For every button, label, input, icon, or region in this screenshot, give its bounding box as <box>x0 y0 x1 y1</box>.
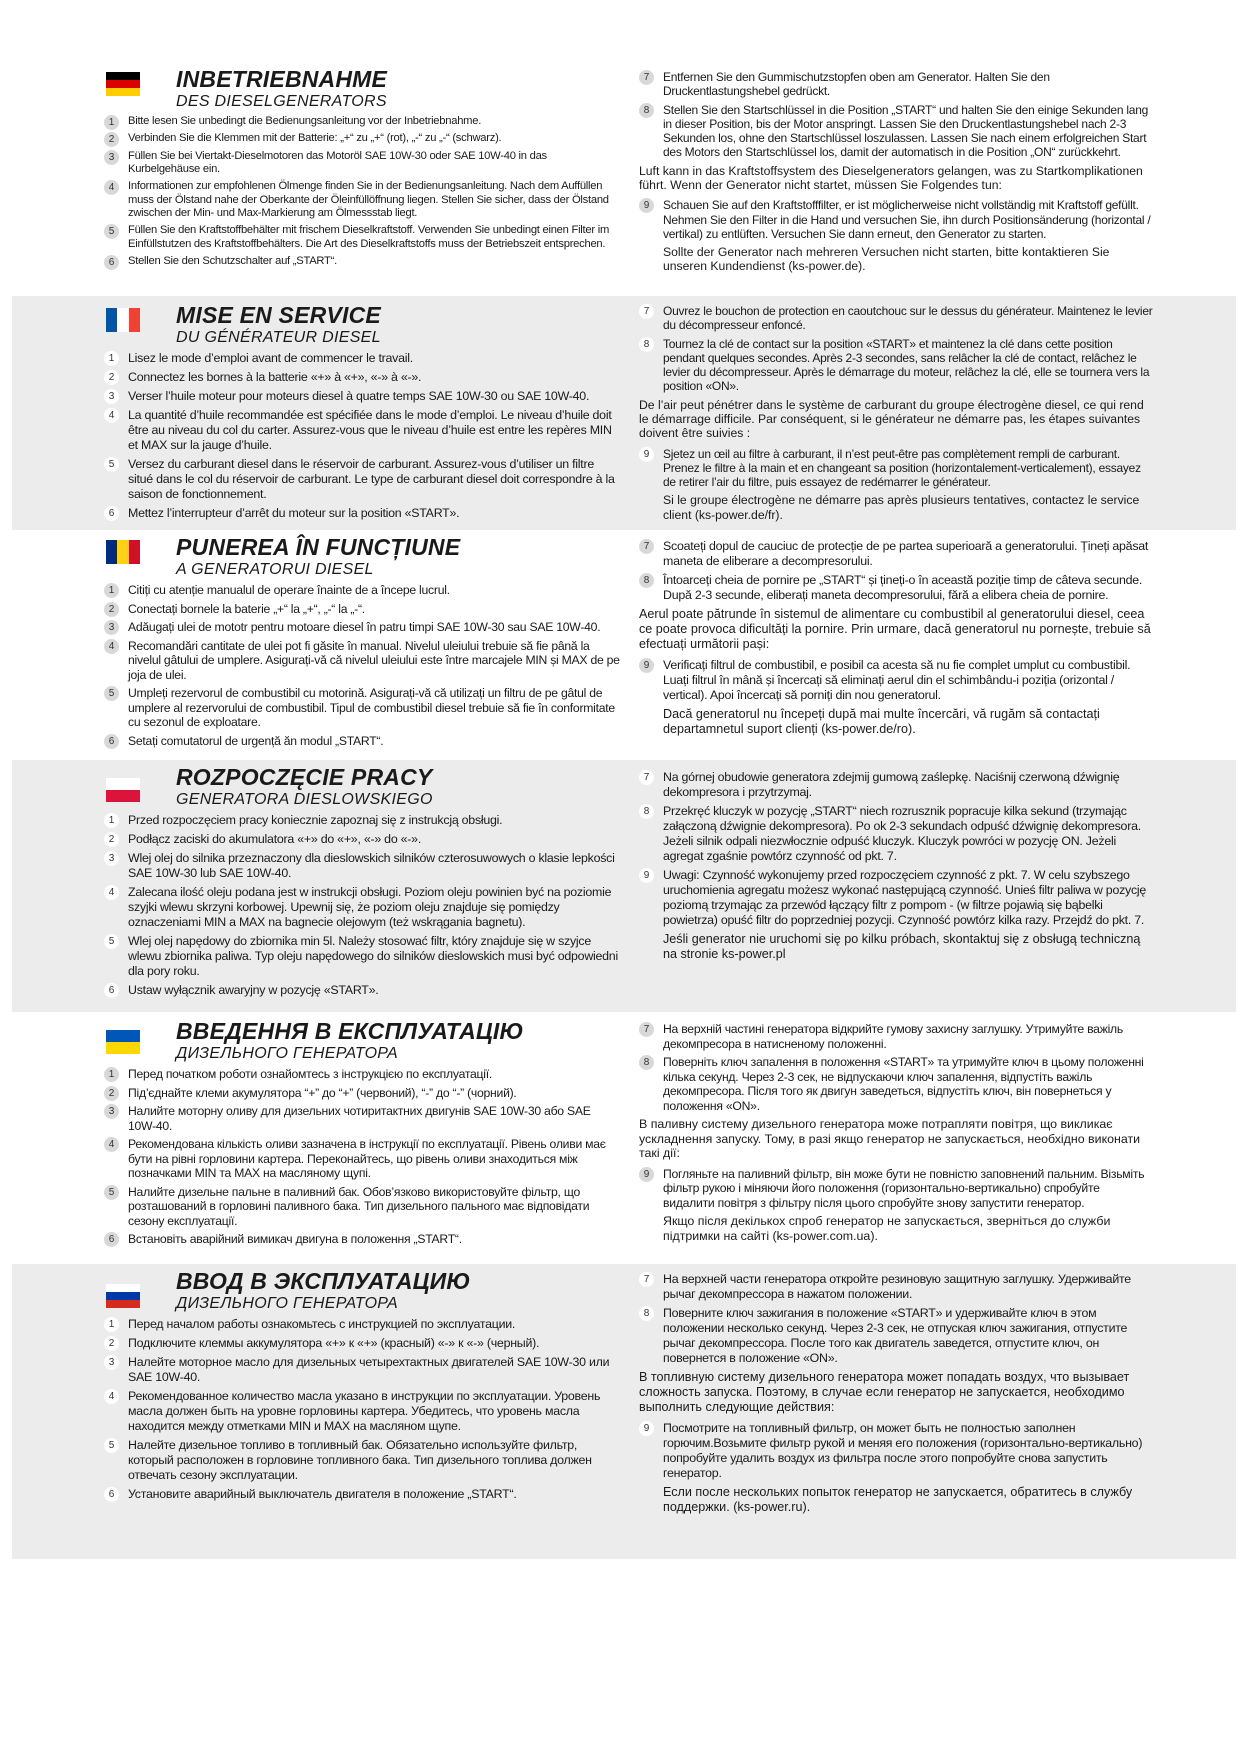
step-text: La quantité d’huile recommandée est spécifiée dans le mode d’emploi. Le niveau d’huile doit être au niveau du col du carter. Assurez-vous que le niveau d’huile est entre les repères MIN et MAX sur la jauge d’huile. <box>128 408 612 452</box>
section-subtitle: ДИЗЕЛЬНОГО ГЕНЕРАТОРА <box>176 1045 399 1062</box>
troubleshooting-intro: В топливную систему дизельного генератора может попадать воздух, что вызывает сложность запуска. Поэтому, в случае если генератор не запускается, необходимо выполнить следующие действия: <box>639 1370 1130 1414</box>
section-title: MISE EN SERVICE <box>176 302 381 328</box>
section-title: ROZPOCZĘCIE PRACY <box>176 764 433 790</box>
step-text: Установите аварийный выключатель двигателя в положение „START“. <box>128 1487 517 1501</box>
step-number: 1 <box>104 813 119 828</box>
step-text: Przekręć kluczyk w pozycję „START“ niech rozrusznik popracuje kilka sekund (trzymając załączoną dźwignie dekompresora). Po ok 2-3 sekundach odpuść dźwignię dekompresora. Jeżeli silnik odpali niezwłocznie odpuść kluczyk. Kluczyk powróci w pozycję ON. Jeżeli agregat zgaśnie powtórz czynność od pkt. 7. <box>663 804 1141 863</box>
section-title: PUNEREA ÎN FUNCȚIUNE <box>176 534 461 560</box>
list-item <box>104 1487 620 1502</box>
step-number: 6 <box>104 1232 119 1247</box>
step-text: Встановіть аварійний вимикач двигуна в положення „START“. <box>128 1232 462 1247</box>
list-item <box>639 1055 1154 1113</box>
step-number: 4 <box>104 1137 119 1152</box>
step-number: 1 <box>104 351 119 366</box>
list-item <box>104 983 620 998</box>
step-number: 8 <box>639 103 654 118</box>
right-column <box>639 1022 1154 1247</box>
step-number: 4 <box>104 408 119 423</box>
step-text: Поверніть ключ запалення в положення «START» та утримуйте ключ в цьому положенні кілька секунд. Через 2-3 сек, не відпускаючи ключ запалення, відпустіть важіль декомпресора. Після того як двигун заведеться, відпустіть ключ, він повернеться у положення «ON». <box>663 1055 1144 1113</box>
list-item <box>104 832 620 847</box>
step-text: Посмотрите на топливный фильтр, он может быть не полностью заполнен горючим.Возьмите фильтр рукой и меняя его положения (горизонтально-вертикально) попробуйте удалить воздух из фильтра после этого попробуйте снова запустить генератор. <box>663 1421 1143 1480</box>
list-item <box>639 1167 1154 1211</box>
list-item <box>639 804 1154 864</box>
step-text: Під’єднайте клеми акумулятора “+” до “+” (червоний), “-” до “-” (чорний). <box>128 1085 517 1100</box>
section-ru <box>12 1264 1236 1559</box>
step-text: Scoateți dopul de cauciuc de protecție de pe partea superioară a generatorului. Țineți apăsat maneta de eliberare a decompresorului. <box>663 539 1149 568</box>
step-number: 5 <box>104 686 119 701</box>
section-subtitle: DU GÉNÉRATEUR DIESEL <box>176 329 381 346</box>
troubleshooting-intro: Aerul poate pătrunde în sistemul de alimentare cu combustibil al generatorului diesel, ceea ce poate provoca dificultăți la pornire. Prin urmare, dacă generatorul nu pornește, trebuie să efectuați următorii pași: <box>639 607 1151 651</box>
troubleshooting-intro: Luft kann in das Kraftstoffsystem des Dieselgenerators gelangen, was zu Startkomplikationen führt. Wenn der Generator nicht startet, müssen Sie Folgendes tun: <box>639 163 1143 192</box>
troubleshooting-intro: В паливну систему дизельного генератора може потрапляти повітря, що викликає ускладнення запуску. Тому, в разі якщо генератор не запускається, необхідно виконати такі дії: <box>639 1117 1141 1161</box>
step-number: 2 <box>104 1336 119 1351</box>
list-item <box>104 1438 620 1483</box>
section-subtitle: GENERATORA DIESLOWSKIEGO <box>176 791 433 808</box>
section-de <box>12 56 1236 286</box>
step-text: Налийте моторну оливу для дизельних чотиритактних двигунів SAE 10W-30 або SAE 10W-40. <box>128 1104 591 1133</box>
list-item <box>104 132 620 145</box>
list-item <box>104 1232 620 1247</box>
step-number: 8 <box>639 1055 654 1070</box>
list-item <box>639 103 1154 160</box>
left-column <box>104 1268 620 1506</box>
list-item <box>639 770 1154 800</box>
list-item <box>104 1067 620 1082</box>
step-text: Рекомендованное количество масла указано в инструкции по эксплуатации. Уровень масла должен быть на уровне горловины картера. Убедитесь, что уровень масла находится между отметками MIN и MAX на масляном щупе. <box>128 1389 601 1433</box>
step-text: Na górnej obudowie generatora zdejmij gumową zaślepkę. Naciśnij czerwoną dźwignię dekompresora i przytrzymaj. <box>663 770 1120 799</box>
left-column <box>104 302 620 525</box>
step-text: Füllen Sie bei Viertakt-Dieselmotoren das Motoröl SAE 10W-30 oder SAE 10W-40 in das Kurbelgehäuse ein. <box>128 149 547 176</box>
list-item <box>639 868 1154 928</box>
list-item <box>104 1336 620 1351</box>
step-text: Uwagi: Czynność wykonujemy przed rozpoczęciem czynność z pkt. 7. W celu szybszego uruchomienia agregatu możesz wykonać następującą czynność. Unieś filtr paliwa w pozycję poziomą trzymając za przewód łączący filtr z pompom - (w filtrze pojawią się bąbelki powietrza) opuść filtr do poprzedniej pozycji. Czynność powtórz kilka razy. Przejdź do pkt. 7. <box>663 868 1147 927</box>
step-number: 3 <box>104 389 119 404</box>
right-column <box>639 304 1154 526</box>
step-number: 9 <box>639 658 654 673</box>
list-item <box>639 539 1154 569</box>
step-number: 1 <box>104 583 119 598</box>
step-text: Перед початком роботи ознайомтесь з інструкцією по експлуатації. <box>128 1067 493 1081</box>
step-number: 8 <box>639 804 654 819</box>
list-item <box>104 370 620 385</box>
list-item <box>104 255 620 268</box>
step-text: Füllen Sie den Kraftstoffbehälter mit frischem Dieselkraftstoff. Verwenden Sie unbedingt einen Filter im Einfüllstutzen des Kraftstoffbehälters. Die Art des Dieselkraftstoffs muss der Betriebszeit entsprechen. <box>128 224 610 250</box>
list-item <box>104 1389 620 1434</box>
step-number: 6 <box>104 255 119 270</box>
step-text: Podłącz zaciski do akumulatora «+» do «+», «-» do «-». <box>128 832 422 846</box>
section-subtitle: A GENERATORUI DIESEL <box>176 561 374 578</box>
support-note: Sollte der Generator nach mehreren Versuchen nicht starten, bitte kontaktieren Sie unseren Kundendienst (ks-power.de). <box>663 245 1110 274</box>
left-column <box>104 764 620 1002</box>
list-item <box>639 70 1154 99</box>
step-number: 8 <box>639 1306 654 1321</box>
support-note: Dacă generatorul nu începeți după mai multe încercări, vă rugăm să contactați departamnetul suport clienți (ks-power.de/ro). <box>663 707 1100 736</box>
step-text: Bitte lesen Sie unbedingt die Bedienungsanleitung vor der Inbetriebnahme. <box>128 115 482 127</box>
list-item <box>639 1421 1154 1481</box>
step-text: Adăugați ulei de mototr pentru motoare diesel în patru timpi SAE 10W-30 sau SAE 10W-40. <box>128 620 601 635</box>
step-text: Verbinden Sie die Klemmen mit der Batterie: „+“ zu „+“ (rot), „-“ zu „-“ (schwarz). <box>128 132 502 145</box>
step-number: 7 <box>639 304 654 319</box>
step-number: 5 <box>104 224 119 239</box>
step-number: 7 <box>639 770 654 785</box>
list-item <box>104 1185 620 1229</box>
step-number: 6 <box>104 983 119 998</box>
step-text: Погляньте на паливний фільтр, він може бути не повністю заповнений пальним. Візьміть фільтр рукою і міняючи його положення (горизонтально-вертикально) спробуйте видалити повітря з фільтру після цього спробуйте знову запустити генератор. <box>663 1166 1145 1210</box>
list-item <box>104 1137 620 1181</box>
list-item <box>104 408 620 453</box>
step-text: Informationen zur empfohlenen Ölmenge finden Sie in der Bedienungsanleitung. Nach dem Auffüllen muss der Ölstand nahe der Oberkante der Öleinfüllöffnung liegen. Stellen Sie sicher, dass der Ölstand zwischen der Min- und Max-Markierung am Ölmessstab liegt. <box>128 180 609 220</box>
step-number: 7 <box>639 539 654 554</box>
step-text: Stellen Sie den Schutzschalter auf „START“. <box>128 255 337 268</box>
left-column <box>104 1018 620 1251</box>
step-number: 5 <box>104 457 119 472</box>
step-number: 9 <box>639 198 654 213</box>
right-column <box>639 539 1154 741</box>
step-number: 4 <box>104 180 119 195</box>
step-text: Mettez l’interrupteur d’arrêt du moteur sur la position «START». <box>128 506 460 520</box>
step-text: Citiți cu atenție manualul de operare înainte de a începe lucrul. <box>128 583 450 597</box>
step-number: 9 <box>639 1167 654 1182</box>
step-number: 3 <box>104 1355 119 1370</box>
step-number: 9 <box>639 1421 654 1436</box>
list-item <box>104 1086 620 1101</box>
list-item <box>104 934 620 979</box>
section-ua <box>12 1016 1236 1256</box>
step-number: 2 <box>104 602 119 617</box>
step-text: Налейте дизельное топливо в топливный бак. Обязательно используйте фильтр, который расположен в горловине топливного бака. Тип дизельного топлива должен отвечать сезону эксплуатации. <box>128 1438 592 1482</box>
support-note: Si le groupe électrogène ne démarre pas après plusieurs tentatives, contactez le service client (ks-power.de/fr). <box>663 493 1140 522</box>
step-number: 7 <box>639 1022 654 1037</box>
list-item <box>104 1317 620 1332</box>
list-item <box>104 885 620 930</box>
step-number: 3 <box>104 620 119 635</box>
list-item <box>104 639 620 683</box>
list-item <box>104 1355 620 1385</box>
step-number: 1 <box>104 1067 119 1082</box>
step-text: Connectez les bornes à la batterie «+» à «+», «-» à «-». <box>128 370 422 384</box>
list-item <box>104 506 620 521</box>
list-item <box>104 389 620 404</box>
step-text: Ouvrez le bouchon de protection en caoutchouc sur le dessus du générateur. Maintenez le levier du décompresseur enfoncé. <box>663 304 1153 333</box>
step-text: На верхней части генератора откройте резиновую защитную заглушку. Удерживайте рычаг декомпрессора в нажатом положении. <box>663 1272 1131 1301</box>
left-column <box>104 66 620 272</box>
step-text: Ustaw wyłącznik awaryjny w pozycję «START». <box>128 983 379 997</box>
step-text: Tournez la clé de contact sur la position «START» et maintenez la clé dans cette position pendant quelques secondes. Après 2-3 secondes, sans relâcher la clé de contact, relâchez le levier du décompresseur. Après le démarrage du moteur, relâchez la clé, elle se tournera vers la position «ON». <box>663 336 1150 394</box>
step-text: Lisez le mode d’emploi avant de commencer le travail. <box>128 351 413 365</box>
step-number: 4 <box>104 1389 119 1404</box>
support-note: Якщо після декількох спроб генератор не запускається, зверніться до служби підтримки на сайті (ks-power.com.ua). <box>663 1214 1111 1243</box>
step-number: 9 <box>639 447 654 462</box>
section-subtitle: ДИЗЕЛЬНОГО ГЕНЕРАТОРА <box>176 1295 399 1312</box>
step-text: Umpleți rezervorul de combustibil cu motorină. Asigurați-vă că utilizați un filtru de pe gâtul de umplere al rezervorului de combustibil. Tipul de combustibil diesel trebuie să fie în conformitate cu sezonul de exploatare. <box>128 686 615 730</box>
section-title: ВВОД В ЭКСПЛУАТАЦИЮ <box>176 1268 471 1294</box>
right-column <box>639 70 1154 278</box>
support-note: Если после нескольких попыток генератор не запускается, обратитесь в службу поддержки. (ks-power.ru). <box>663 1485 1133 1514</box>
step-text: Przed rozpoczęciem pracy koniecznie zapoznaj się z instrukcją obsługi. <box>128 813 503 827</box>
list-item <box>639 573 1154 603</box>
step-text: Налийте дизельне пальне в паливний бак. Обов’язково використовуйте фільтр, що розташований в горловині паливного бака. Тип дизельного пального має відповідати сезону експлуатації. <box>128 1184 590 1228</box>
list-item <box>639 337 1154 394</box>
step-number: 2 <box>104 1086 119 1101</box>
list-item <box>639 198 1154 241</box>
section-title: INBETRIEBNAHME <box>176 66 388 92</box>
step-text: Zalecana ilość oleju podana jest w instrukcji obsługi. Poziom oleju powinien być na poziomie szyjki wlewu skrzyni korbowej. Upewnij się, że poziom oleju znajduje się pomiędzy oznaczeniami MIN a MAX na bagnecie olejowym (też wskrągania bagnetu). <box>128 885 612 929</box>
step-number: 9 <box>639 868 654 883</box>
section-pl <box>12 760 1236 1012</box>
list-item <box>639 304 1154 333</box>
troubleshooting-intro: De l’air peut pénétrer dans le système de carburant du groupe électrogène diesel, ce qui rend le démarrage difficile. Par conséquent, si le générateur ne démarre pas, les étapes suivantes doivent être suivies : <box>639 397 1144 441</box>
list-item <box>639 658 1154 703</box>
list-item <box>104 351 620 366</box>
step-number: 3 <box>104 1104 119 1119</box>
step-text: Налейте моторное масло для дизельных четырехтактных двигателей SAE 10W-30 или SAE 10W-40. <box>128 1355 610 1384</box>
right-column <box>639 770 1154 966</box>
step-number: 8 <box>639 573 654 588</box>
list-item <box>104 457 620 502</box>
step-text: Schauen Sie auf den Kraftstofffilter, er ist möglicherweise nicht vollständig mit Kraftstoff gefüllt. Nehmen Sie den Filter in die Hand und versuchen Sie, ihn durch Positionsänderung (horizontal / vertikal) zu entlüften. Versuchen Sie dann erneut, den Generator zu starten. <box>663 198 1151 241</box>
step-text: Setați comutatorul de urgență ăn modul „START“. <box>128 733 384 748</box>
step-number: 7 <box>639 70 654 85</box>
left-column <box>104 534 620 752</box>
step-number: 4 <box>104 639 119 654</box>
list-item <box>104 734 620 749</box>
step-text: Conectați bornele la baterie „+“ la „+“, „-“ la „-“. <box>128 601 365 616</box>
step-text: Versez du carburant diesel dans le réservoir de carburant. Assurez-vous d’utiliser un filtre situé dans le col du réservoir de carburant. Le type de carburant diesel doit correspondre à la saison de fonctionnement. <box>128 457 615 501</box>
step-text: Wlej olej napędowy do zbiornika min 5l. Należy stosować filtr, który znajduje się w szyjce wlewu zbiornika paliwa. Typ oleju napędowego do silników dieslowskich musi być odpowiedni dla pory roku. <box>128 934 618 978</box>
step-number: 4 <box>104 885 119 900</box>
step-number: 2 <box>104 370 119 385</box>
list-item <box>104 150 620 177</box>
step-number: 2 <box>104 832 119 847</box>
step-number: 3 <box>104 851 119 866</box>
section-fr <box>12 296 1236 530</box>
section-subtitle: DES DIESELGENERATORS <box>176 93 387 110</box>
step-text: Подключите клеммы аккумулятора «+» к «+» (красный) «-» к «-» (черный). <box>128 1336 540 1350</box>
section-ro <box>12 534 1236 756</box>
step-number: 5 <box>104 934 119 949</box>
list-item <box>639 1022 1154 1051</box>
list-item <box>639 447 1154 490</box>
step-number: 5 <box>104 1185 119 1200</box>
list-item <box>104 602 620 617</box>
step-number: 6 <box>104 734 119 749</box>
step-number: 6 <box>104 1487 119 1502</box>
list-item <box>104 583 620 598</box>
list-item <box>639 1272 1154 1302</box>
step-text: Sjetez un œil au filtre à carburant, il n’est peut-être pas complètement rempli de carburant. Prenez le filtre à la main et en changeant sa position (horizontalement-verticalement), essayez de retirer l’air du filtre, puis essayez de redémarrer le générateur. <box>663 446 1141 490</box>
list-item <box>104 115 620 128</box>
list-item <box>104 686 620 730</box>
step-number: 1 <box>104 115 119 130</box>
list-item <box>104 180 620 220</box>
list-item <box>104 224 620 251</box>
step-number: 6 <box>104 506 119 521</box>
step-text: Wlej olej do silnika przeznaczony dla dieslowskich silników czterosuwowych o klasie lepkości SAE 10W-30 lub SAE 10W-40. <box>128 851 615 880</box>
support-note: Jeśli generator nie uruchomi się po kilku próbach, skontaktuj się z obsługą techniczną na stronie ks-power.pl <box>663 932 1141 961</box>
step-number: 2 <box>104 132 119 147</box>
step-number: 7 <box>639 1272 654 1287</box>
list-item <box>104 813 620 828</box>
step-text: Entfernen Sie den Gummischutzstopfen oben am Generator. Halten Sie den Druckentlastungshebel gedrückt. <box>663 70 1050 99</box>
step-text: Перед началом работы ознакомьтесь с инструкцией по эксплуатации. <box>128 1317 516 1331</box>
step-number: 5 <box>104 1438 119 1453</box>
right-column <box>639 1272 1154 1519</box>
step-text: Поверните ключ зажигания в положение «START» и удерживайте ключ в этом положении несколько секунд. Через 2-3 сек, не отпуская ключ зажигания, отпустите рычаг декомпрессора. После того как двигатель заведется, отпустите ключ, он повернется в положение «ON». <box>663 1306 1128 1365</box>
list-item <box>104 851 620 881</box>
step-number: 1 <box>104 1317 119 1332</box>
step-text: Verser l’huile moteur pour moteurs diesel à quatre temps SAE 10W-30 ou SAE 10W-40. <box>128 389 590 403</box>
step-text: Recomandări cantitate de ulei pot fi găsite în manual. Nivelul uleiului trebuie să fie până la nivelul gâtului de umplere. Asigurați-vă că nivelul uleiului este între marcajele MIN și MAX de pe joja de ulei. <box>128 638 620 682</box>
section-title: ВВЕДЕННЯ В ЕКСПЛУАТАЦІЮ <box>176 1018 524 1044</box>
step-text: Întoarceți cheia de pornire pe „START“ și țineți-o în această poziție timp de câteva secunde. După 2-3 secunde, eliberați maneta decompresorului, fără a elibera cheia de pornire. <box>663 573 1143 602</box>
step-text: На верхній частині генератора відкрийте гумову захисну заглушку. Утримуйте важіль декомпресора в натисненому положенні. <box>663 1022 1124 1051</box>
step-number: 3 <box>104 150 119 165</box>
step-text: Stellen Sie den Startschlüssel in die Position „START“ und halten Sie den einige Sekunden lang in dieser Position, bis der Motor anspringt. Lassen Sie den Druckentlastungshebel nach 2-3 Sekunden los, ohne den Startschlüssel loszulassen. Lassen Sie nach einem erfolgreichen Start des Motors den Startschlüssel los, damit der automatisch in die Position „ON“ zurückkehrt. <box>663 102 1149 160</box>
list-item <box>639 1306 1154 1366</box>
step-number: 8 <box>639 337 654 352</box>
list-item <box>104 620 620 635</box>
step-text: Verificați filtrul de combustibil, e posibil ca acesta să nu fie complet umplut cu combustibil. Luați filtrul în mână și încercați să eliminați aerul din el schimbându-i poziția (orizontal / vertical). Apoi încercați să porniți din nou generatorul. <box>663 658 1131 702</box>
step-text: Рекомендована кількість оливи зазначена в інструкції по експлуатації. Рівень оливи має бути на рівні горловини картера. Переконайтесь, що рівень оливи знаходиться між позначками MIN та MAX на масляному щупі. <box>128 1137 606 1181</box>
list-item <box>104 1104 620 1133</box>
